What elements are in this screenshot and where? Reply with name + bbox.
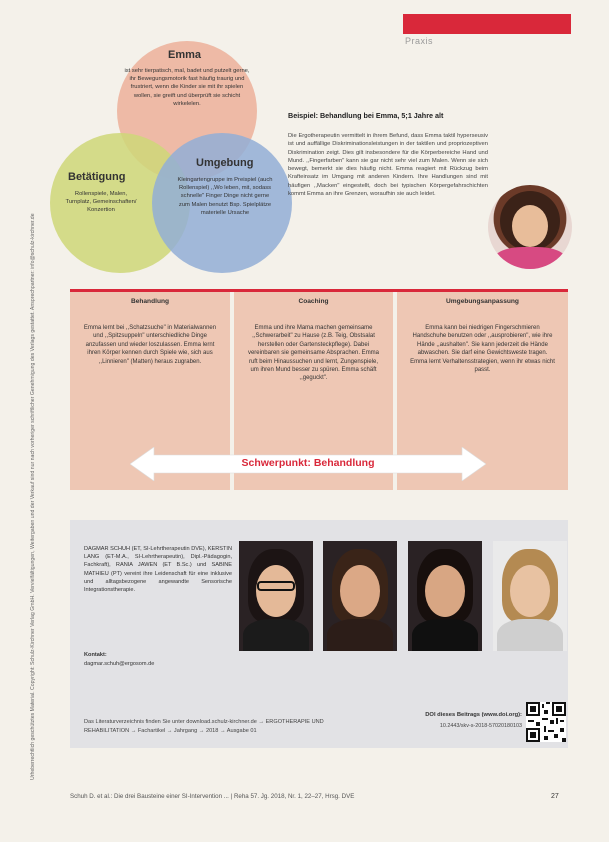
portrait-face bbox=[425, 565, 465, 617]
venn-title-umgebung: Umgebung bbox=[196, 157, 254, 169]
author-portrait bbox=[493, 541, 567, 651]
doi-title: DOI dieses Beitrags (www.doi.org): bbox=[425, 712, 522, 718]
author-portrait bbox=[239, 541, 313, 651]
portrait-body bbox=[412, 619, 478, 651]
author-portrait bbox=[408, 541, 482, 651]
column-title: Umgebungsanpassung bbox=[446, 298, 519, 305]
venn-diagram bbox=[50, 35, 290, 275]
venn-body-betaetigung: Rollenspiele, Malen, Turnplatz, Gemeinschaften/ Konzertion bbox=[65, 191, 137, 214]
author-bio: DAGMAR SCHUH (ET, SI-Lehrtherapeutin DVE), KERSTIN LANG (ET-M.A., SI-Lehrtherapeutin), Dipl.-Pädagogin, Fachkraft), RANIA JAWEN (ET B.Sc.) und SABINE MATHIEU (PT) vereint ihre Leidenschaft für eine inklusive und alltagsbezogene angewandte Sensorische Integrationstherapie. bbox=[84, 546, 232, 594]
column-body: Emma und ihre Mama machen gemeinsame ,,Schwerarbeit" zu Hause (z.B. Teig, Obstsalat herstellen oder Gartensteckpflege). Dabei vereinbaren sie gemeinsame Absprachen. Emma ruft beim Hinaussuchen und lernt, Zungenspiele, um ihren Mund besser zu spüren. Emma schäft ,,geguckt". bbox=[247, 325, 380, 382]
venn-title-betaetigung: Betätigung bbox=[68, 171, 126, 183]
qr-code-icon bbox=[526, 702, 566, 742]
emma-photo bbox=[488, 185, 572, 269]
column-title: Coaching bbox=[298, 298, 329, 305]
venn-body-umgebung: Kleingartengruppe im Preispiel (auch Rollenspiel) ,,Wo leben, mit, sodass schnelle" Finger Dinge nicht gerne zum Malen benutzt Bsp. Spielplätze materielle Ursache bbox=[177, 177, 273, 216]
portrait-body bbox=[497, 619, 563, 651]
portrait-face bbox=[340, 565, 380, 617]
section-label: Praxis bbox=[405, 36, 434, 46]
page-number: 27 bbox=[551, 793, 559, 800]
portrait-face bbox=[256, 565, 296, 617]
portrait-face bbox=[510, 565, 550, 617]
contact-label: Kontakt: bbox=[84, 652, 107, 658]
literature-note: Das Literaturverzeichnis finden Sie unter download.schulz-kirchner.de → ERGOTHERAPIE UND REHABILITATION → Fachartikel → Jahrgang → 2018 → Ausgabe 01 bbox=[84, 719, 324, 734]
arrow-label: Schwerpunkt: Behandlung bbox=[241, 457, 375, 469]
portrait-body bbox=[243, 619, 309, 651]
portrait-body bbox=[327, 619, 393, 651]
author-portrait bbox=[323, 541, 397, 651]
emma-face bbox=[512, 205, 548, 247]
example-body: Die Ergotherapeutin vermittelt in ihrem Befund, dass Emma taktil hyperseusiv ist und auffällige Diskriminationsleistungen in der taktilen und propriozeptiven Diskrimination zeigt. Dies gilt insbesondere für die Körperbereiche Hand und Mund. ,,Fingerfarben" kann sie gar nicht sehr viel zum Malen. Wenn sie sich bewegt, bemerkt sie dies häufig nicht. Emma reagiert mit Rückzug beim Krafteinsatz im Umgang mit anderen Kindern. Ihre Handlungen sind mit häufigen ,,Macken" eingestellt, doch bei typischen Körpergefahrschichten kommt Emma an ihre Grenzen, woraufhin sie auch leidet. bbox=[288, 133, 488, 198]
column-body: Emma lernt bei ,,Schatzsuche" in Materialwannen und ,,Spitzsuppeln" unterschiedliche Dinge anzufassen und wieder loszulassen. Emma lernt ihren Körper kennen durch Spiele wie, sich aus ,,Linnieren" (Matten) heraus zugraben. bbox=[83, 325, 217, 365]
column-title: Behandlung bbox=[130, 298, 170, 305]
venn-title-emma: Emma bbox=[168, 49, 202, 61]
venn-body-emma: ist sehr tierpatisch, mal, badet und putzelt gerne, ihr Bewegungsmotorik fast häufig traurig und frustriert, wenn die Kinder sie mit ihr spielen wollen, sie greift und überprüft sie schicht wirkelelen. bbox=[124, 68, 250, 107]
example-title: Beispiel: Behandlung bei Emma, 5;1 Jahre alt bbox=[288, 111, 444, 120]
contact-email[interactable]: dagmar.schuh@ergosom.de bbox=[84, 661, 155, 667]
section-tab bbox=[403, 14, 571, 34]
glasses-icon bbox=[257, 581, 295, 591]
emma-shirt bbox=[494, 247, 566, 269]
doi-value: 10.2443/skv-s-2018-57020180103 bbox=[439, 723, 522, 729]
copyright-sidebar: Urheberrechtlich geschütztes Material. Copyright: Schulz-Kirchner Verlag GmbH. Vervielfältigungen, Weitergaben und der Verkauf sind nur nach vorheriger schriftlicher Genehmigung des Verlags gestattet. Ansprechpartner: info@schulz-kirchner.de bbox=[30, 213, 36, 780]
footer-citation: Schuh D. et al.: Die drei Bausteine einer SI-Intervention ... | Reha 57. Jg. 2018, Nr. 1, 22–27, Hrsg. DVE bbox=[70, 793, 355, 800]
column-body: Emma kann bei niedrigen Fingerschmieren Handschuhe benutzen oder ,,ausprobieren", wie ihre Hände ,,aushalten". Sie kann jederzeit die Hände abwaschen. Sie darf eine Gewichtsweste tragen. Emma lernt Verhaltensstrategien, wenn ihr etwas nicht passt. bbox=[410, 325, 555, 374]
